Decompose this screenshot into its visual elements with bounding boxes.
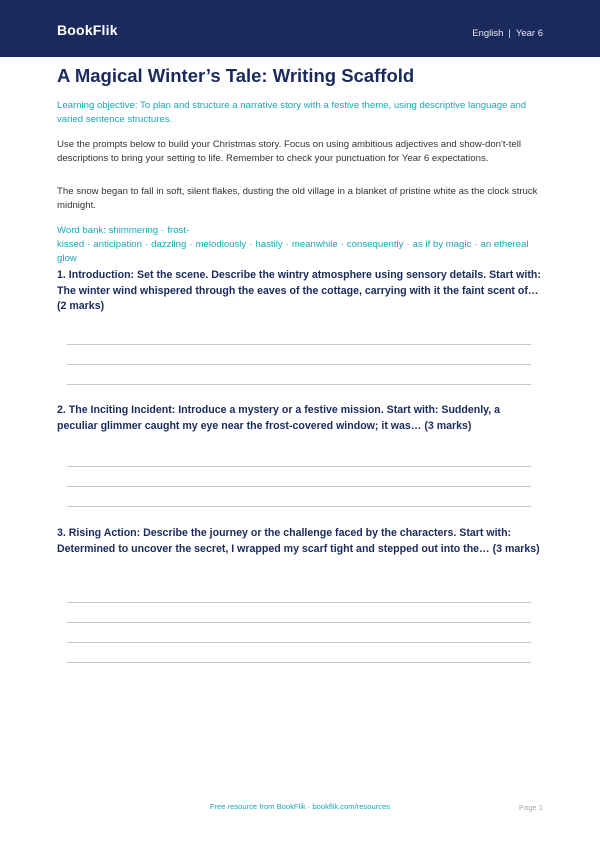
word-bank-item: frost-kissed: [57, 225, 190, 250]
answer-line[interactable]: [67, 662, 531, 663]
header-meta: [472, 28, 543, 39]
word-separator: ·: [474, 239, 478, 250]
word-bank-item: meanwhile: [291, 239, 338, 250]
word-bank-label: Word bank:: [57, 225, 106, 236]
story-opening: The snow began to fall in soft, silent flakes, dusting the old village in a blanket of pristine white as the clock struck midnight.: [57, 186, 538, 211]
word-bank-item: melodiously: [195, 239, 247, 250]
word-separator: ·: [144, 239, 149, 250]
answer-line[interactable]: [67, 622, 531, 623]
header-separator: |: [508, 28, 511, 39]
word-separator: ·: [189, 239, 193, 250]
answer-line[interactable]: [67, 486, 531, 487]
word-bank-item: hastily: [255, 239, 283, 250]
word-separator: ·: [87, 239, 91, 250]
answer-line[interactable]: [67, 344, 531, 345]
word-separator: ·: [161, 225, 165, 236]
brand-logo[interactable]: BookFlik: [57, 22, 118, 38]
word-bank-item: an ethereal glow: [57, 239, 529, 264]
word-bank-item: shimmering: [108, 225, 159, 236]
page-number: Page 1: [518, 803, 543, 812]
word-separator: ·: [249, 239, 253, 250]
word-bank-item: anticipation: [93, 239, 142, 250]
word-separator: ·: [285, 239, 289, 250]
footer-link[interactable]: Free resource from BookFlik · bookflik.com/resources: [209, 802, 391, 811]
question-1: 1. Introduction: Set the scene. Describe the wintry atmosphere using sensory details. Start with: The winter wind whispered through the eaves of the cottage, carrying with it the faint scent of… (2 marks): [57, 269, 541, 312]
word-separator: ·: [340, 239, 344, 250]
word-bank: [57, 224, 543, 266]
word-bank-item: consequently: [346, 239, 404, 250]
word-bank-list: [57, 225, 529, 264]
answer-line[interactable]: [67, 466, 531, 467]
answer-line[interactable]: [67, 642, 531, 643]
page-header: [0, 0, 600, 57]
question-2: 2. The Inciting Incident: Introduce a mystery or a festive mission. Start with: Suddenly, a peculiar glimmer caught my eye near the frost-covered window; it was… (3 marks): [57, 404, 501, 432]
word-bank-item: dazzling: [151, 239, 187, 250]
answer-line[interactable]: [67, 602, 531, 603]
question-3: 3. Rising Action: Describe the journey or the challenge faced by the characters. Start with: Determined to uncover the secret, I wrapped my scarf tight and stepped out into the… (3 marks): [57, 527, 540, 555]
subject-label: English: [472, 28, 504, 39]
word-separator: ·: [406, 239, 410, 250]
answer-line[interactable]: [67, 364, 531, 365]
year-label: Year 6: [515, 28, 543, 39]
answer-line[interactable]: [67, 506, 531, 507]
word-bank-item: as if by magic: [412, 239, 472, 250]
answer-line[interactable]: [67, 384, 531, 385]
page-title: A Magical Winter’s Tale: Writing Scaffold: [57, 65, 415, 86]
instructions: Use the prompts below to build your Christmas story. Focus on using ambitious adjectives and show-don't-tell descriptions to bring your setting to life. Remember to check your punctuation for Year 6 expectations.: [57, 139, 521, 164]
learning-objective: Learning objective: To plan and structure a narrative story with a festive theme, using descriptive language and varied sentence structures.: [57, 100, 527, 125]
